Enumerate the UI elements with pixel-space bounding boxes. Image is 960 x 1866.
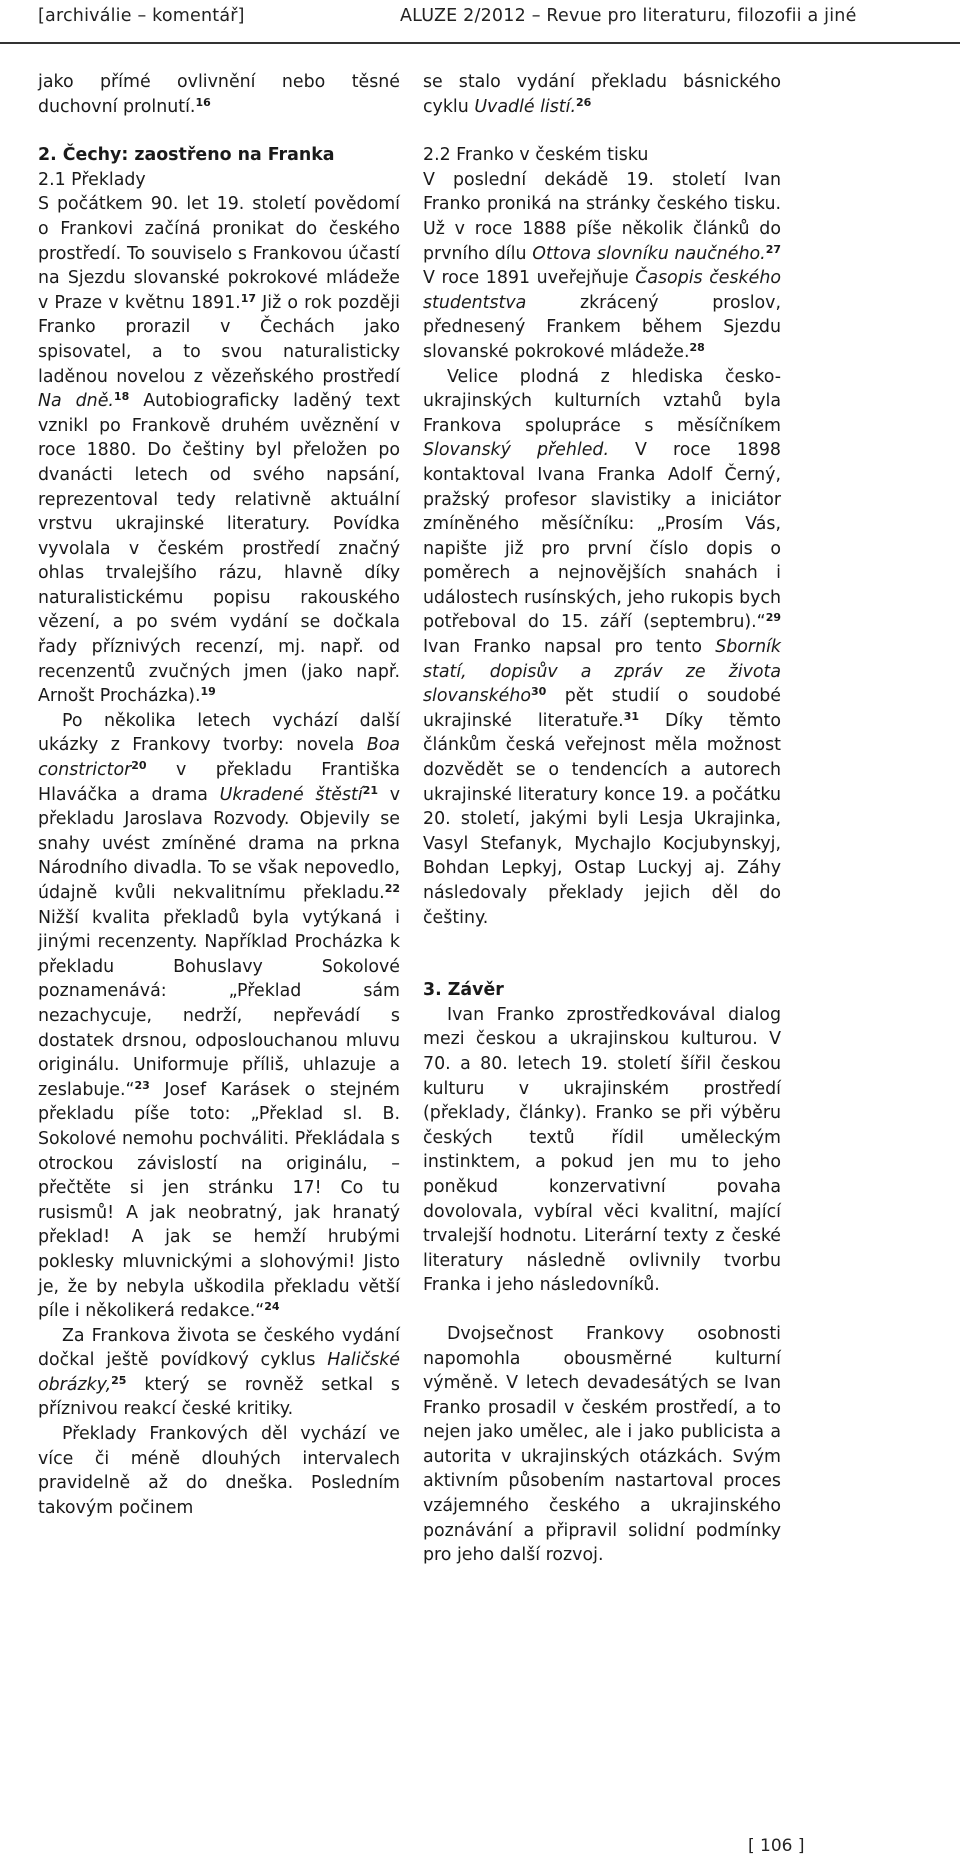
paragraph: Ivan Franko zprostředkovával dialog mezi českou a ukrajinskou kulturou. V 70. a 80. letech 19. století šířil českou kulturu v ukrajinském prostředí (překlady, články). Franko se při výběru českých textů řídil uměleckým instinktem, a pokud jen mu to jeho poněkud konzervativní povaha dovolovala, vybíral věci kvalitní, mající trvalejší hodnotu. Literární texty z české literatury následně ovlivnily tvorbu Franka i jeho následovníků. <box>423 1004 781 1296</box>
footnote-ref[interactable]: 30 <box>531 685 547 699</box>
footnote-ref[interactable]: 27 <box>765 242 781 256</box>
page-number: [ 106 ] <box>748 1836 805 1856</box>
footnote-ref[interactable]: 18 <box>113 390 130 404</box>
footnote-ref[interactable]: 17 <box>240 291 256 305</box>
left-column <box>38 70 400 1520</box>
paragraph: Velice plodná z hlediska česko-ukrajinských kulturních vztahů byla Frankova spolupráce s měsíčníkem Slovanský přehled. V roce 1898 kontaktoval Ivana Franka Adolf Černý, pražský profesor slavistiky a iniciátor zmíněného měsíčníku: „Prosím Vás, napište již pro první číslo dopis o poměrech a nejnovějších snahách i událostech rusínských, jeho rukopis bych potřeboval do 15. září (septembru).“$^{29}$ Ivan Franko napsal pro tento Sborník statí, dopisův a zpráv ze života slovanského$^{30}$ pět studií o soudobé ukrajinské literatuře.$^{31}$ Díky těmto článkům česká veřejnost měla možnost dozvědět se o tendencích a autorech ukrajinské literatury konce 19. a počátku 20. století, jakými byli Lesja Ukrajinka, Vasyl Stefanyk, Mychajlo Kocjubynskyj, Bohdan Lepkyj, Ostap Luckyj aj. Záhy následovaly překlady jejich děl do češtiny. <box>423 366 781 928</box>
footnote-ref[interactable]: 24 <box>264 1300 280 1314</box>
paragraph: Dvojsečnost Frankovy osobnosti napomohla obousměrné kulturní výměně. V letech devadesátých se Ivan Franko prosadil v českém prostředí, a to nejen jako umělec, ale i jako publicista a autorita v ukrajinských otázkách. Svým aktivním působením nastartoval proces vzájemného českého a ukrajinského poznávání a připravil solidní podmínky pro jeho další rozvoj. <box>423 1323 781 1566</box>
subsection-heading: 2.2 Franko v českém tisku <box>423 145 649 166</box>
footnote-ref[interactable]: 25 <box>111 1373 127 1387</box>
running-header <box>0 0 960 40</box>
footnote-ref[interactable]: 29 <box>765 611 781 625</box>
footnote-ref[interactable]: 28 <box>689 340 705 354</box>
paragraph: V poslední dekádě 19. století Ivan Franko proniká na stránky českého tisku. Už v roce 1888 píše několik článků do prvního dílu Ottova slovníku naučného.$^{27}$ V roce 1891 uveřejňuje Časopis českého studentstva zkrácený proslov, přednesený Frankem během Sjezdu slovanské pokrokové mládeže.$^{28}$ <box>423 169 781 362</box>
footnote-ref[interactable]: 22 <box>384 882 400 895</box>
footnote-ref[interactable]: 26 <box>576 95 592 109</box>
paragraph: Za Frankova života se českého vydání dočkal ještě povídkový cyklus Haličské obrázky,$^{25}$ který se rovněž setkal s příznivou reakcí české kritiky. <box>38 1325 400 1420</box>
subsection-heading: 2.1 Překlady <box>38 169 146 190</box>
paragraph: se stalo vydání překladu básnického cyklu Uvadlé listí.$^{26}$ <box>423 72 781 117</box>
footnote-ref[interactable]: 19 <box>200 685 216 699</box>
footnote-ref[interactable]: 23 <box>134 1078 150 1092</box>
section-heading: 3. Závěr <box>423 980 504 1001</box>
section-heading: 2. Čechy: zaostřeno na Franka <box>38 145 335 166</box>
footnote-ref[interactable]: 21 <box>362 783 379 797</box>
footnote-ref[interactable]: 31 <box>623 709 639 723</box>
footnote-ref[interactable]: 16 <box>195 95 211 109</box>
paragraph: jako přímé ovlivnění nebo těsné duchovní prolnutí.$^{16}$ <box>38 72 400 117</box>
paragraph: Překlady Frankových děl vychází ve více či méně dlouhých intervalech pravidelně až do dneška. Posledním takovým počinem <box>38 1424 400 1518</box>
paragraph: S počátkem 90. let 19. století povědomí o Frankovi začíná pronikat do českého prostředí. To souviselo s Frankovou účastí na Sjezdu slovanské pokrokové mládeže v Praze v květnu 1891.17 Již o rok později Franko prorazil v Čechách jako spisovatel, a to svou naturalisticky laděnou novelou z vězeňského prostředí Na dně.$^{18}$ Autobiograficky laděný text vznikl po Frankově druhém uvěznění v roce 1880. Do češtiny byl přeložen po dvanácti letech od svého napsání, reprezentoval tedy relativně aktuální vrstvu ukrajinské literatury. Povídka vyvolala v českém prostředí značný ohlas trvalejšího rázu, hlavně díky naturalistickému popisu rakouského vězení, a po svém vydání se dočkala řady příznivých recenzí, mj. např. od recenzentů zvučných jmen (jako např. Arnošt Procházka).$^{19}$ <box>38 194 400 707</box>
header-section-label: [archiválie – komentář] <box>38 6 245 26</box>
footnote-ref[interactable]: 20 <box>131 759 147 773</box>
paragraph: Po několika letech vychází další ukázky z Frankovy tvorby: novela Boa constrictor$^{20}$ v překladu Františka Hlaváčka a drama Ukradené štěstí$^{21}$ v překladu Jaroslava Rozvody. Objevily se snahy uvést zmíněné drama na prkna Národního divadla. To se však nepovedlo, údajně kvůli nekvalitnímu překladu.$^{22}$ Nižší kvalita překladů byla vytýkaná i jinými recenzenty. Například Procházka k překladu Bohuslavy Sokolové poznamenává: „Překlad sám nezachycuje, nedrží, nepřevádí s dostatek drsnou, odposlouchanou mluvu originálu. Uniformuje příliš, uhlazuje a zeslabuje.“$^{23}$ Josef Karásek o stejném překladu píše toto: „Překlad sl. B. Sokolové nemohu pochváliti. Překládala s otrockou závislostí na originálu, – přečtěte si jen stránku 17! Co tu rusismů! A jak neobratný, jak hranatý překlad! A jak se hemží hrubými poklesky mluvnickými a slohovými! Jisto je, že by nebyla uškodila překladu větší píle i několikerá redakce.“$^{24}$ <box>38 710 400 1322</box>
right-column <box>423 70 781 1568</box>
header-divider <box>0 42 960 44</box>
header-journal-title: ALUZE 2/2012 – Revue pro literaturu, filozofii a jiné <box>400 6 857 26</box>
